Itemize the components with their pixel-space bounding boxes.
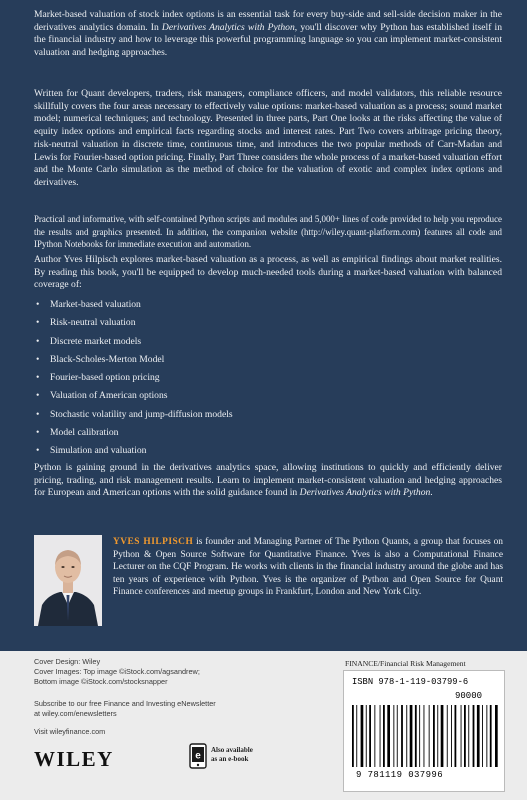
barcode-bar (461, 705, 462, 767)
category-label: FINANCE/Financial Risk Management (345, 659, 466, 668)
barcode-bar (455, 705, 457, 767)
list-item: • Black-Scholes-Merton Model (36, 351, 233, 369)
barcode-bar (473, 705, 475, 767)
barcode-bar (380, 705, 381, 767)
barcode-bar (447, 705, 448, 767)
list-item: • Fourier-based option pricing (36, 369, 233, 387)
list-item: • Risk-neutral valuation (36, 314, 233, 332)
code-paragraph: Practical and informative, with self-contained Python scripts and modules and 5,000+ lines of code provided to help you reproduce the results and graphics presented. In addition, the companion website (http://wiley.quant-platform.com) features all code and IPython Notebooks for immediate execution and automation. (34, 214, 502, 250)
price-code: 90000 (455, 691, 483, 701)
barcode-bar (387, 705, 390, 767)
list-item: • Simulation and valuation (36, 442, 233, 460)
list-item: • Discrete market models (36, 333, 233, 351)
list-item: • Market-based valuation (36, 296, 233, 314)
author-intro-paragraph: Author Yves Hilpisch explores market-based valuation as a process, as well as empirical findings about market realities. By reading this book, you'll be equipped to develop much-needed tools during a market-based valuation with balanced coverage of: (34, 254, 502, 291)
barcode-number: 9 781119 037996 (356, 770, 444, 780)
coverage-list (36, 296, 233, 461)
barcode-bar (468, 705, 469, 767)
barcode-bar (482, 705, 483, 767)
isbn-barcode (343, 670, 505, 792)
barcode-bar (451, 705, 452, 767)
barcode-bar (374, 705, 375, 767)
barcode-bar (433, 705, 435, 767)
barcode-bar (486, 705, 487, 767)
closing-paragraph: Python is gaining ground in the derivatives analytics space, allowing institutions to quickly and efficiently deliver pricing, trading, and risk management results. Learn to implement market-consistent valuation and hedging approaches for European and American options with the solid guidance found in Derivatives Analytics with Python. (34, 462, 502, 499)
newsletter-text: Subscribe to our free Finance and Investing eNewsletter (34, 699, 216, 708)
barcode-bars (350, 705, 498, 769)
list-item: • Valuation of American options (36, 387, 233, 405)
barcode-bar (419, 705, 420, 767)
cover-design-credit: Cover Design: Wiley (34, 657, 101, 666)
author-photo (34, 535, 102, 626)
svg-text:e: e (195, 750, 201, 762)
barcode-bar (352, 705, 354, 767)
list-item: • Model calibration (36, 424, 233, 442)
cover-images-credit: Bottom image ©iStock.com/stocksnapper (34, 677, 168, 686)
barcode-bar (369, 705, 371, 767)
barcode-bar (401, 705, 403, 767)
barcode-bar (441, 705, 444, 767)
barcode-bar (495, 705, 498, 767)
barcode-bar (464, 705, 466, 767)
barcode-bar (383, 705, 385, 767)
barcode-bar (406, 705, 407, 767)
website-text: Visit wileyfinance.com (34, 727, 106, 736)
book-title: Derivatives Analytics with Python (299, 487, 431, 499)
barcode-bar (361, 705, 364, 767)
list-item: • Stochastic volatility and jump-diffusion models (36, 406, 233, 424)
newsletter-text: at wiley.com/enewsletters (34, 709, 117, 718)
author-name: YVES HILPISCH (113, 537, 194, 547)
barcode-bar (410, 705, 413, 767)
contents-paragraph: Written for Quant developers, traders, risk managers, compliance officers, and model validators, this reliable resource skillfully covers the four areas necessary to effectively value options: market-based valuation as a process; sound market model; numerical techniques; and technology. Presented in three parts, Part One looks at the risks affecting the value of equity index options and empirical facts regarding stocks and interest rates. Part Two covers arbitrage pricing theory, risk-neutral valuation in discrete time, continuous time, and introduces the two popular methods of Carr-Madan and Lewis for Fourier-based option pricing. Finally, Part Three considers the whole process of a market-based valuation effort and the Monte Carlo simulation as the method of choice for the valuation of exotic and complex index options and derivatives. (34, 88, 502, 188)
cover-images-credit: Cover Images: Top image ©iStock.com/agsandrew; (34, 667, 200, 676)
barcode-bar (415, 705, 417, 767)
barcode-bar (393, 705, 394, 767)
barcode-bar (424, 705, 425, 767)
author-bio: YVES HILPISCH is founder and Managing Partner of The Python Quants, a group that focuses on Python & Open Source Software for Quantitative Finance. Yves is also a Computational Finance Lecturer on the CQF Program. He works with clients in the financial industry around the globe and has ten years of experience with Python. Yves is the organizer of Python and Open Source for Quant Finance conferences and meetup groups in Frankfurt, London and New York City. (113, 537, 503, 597)
ebook-availability: Also available as an e-book (211, 746, 253, 763)
barcode-bar (397, 705, 398, 767)
ebook-icon (189, 743, 207, 769)
intro-paragraph: Market-based valuation of stock index options is an essential task for every buy-side and sell-side decision maker in the derivatives analytics domain. In Derivatives Analytics with Python, you'll discover why Python has established itself in the financial industry and how to leverage this powerful programming language so you can implement market-consistent valuation and hedging approaches. (34, 9, 502, 59)
publisher-logo: WILEY (34, 747, 114, 771)
barcode-bar (429, 705, 430, 767)
author-portrait-image (34, 535, 102, 626)
barcode-bar (490, 705, 492, 767)
barcode-bar (477, 705, 480, 767)
barcode-bar (366, 705, 367, 767)
barcode-bar (356, 705, 357, 767)
isbn-number: ISBN 978-1-119-03799-6 (352, 677, 469, 687)
barcode-bar (437, 705, 438, 767)
book-title: Derivatives Analytics with Python (161, 21, 295, 33)
